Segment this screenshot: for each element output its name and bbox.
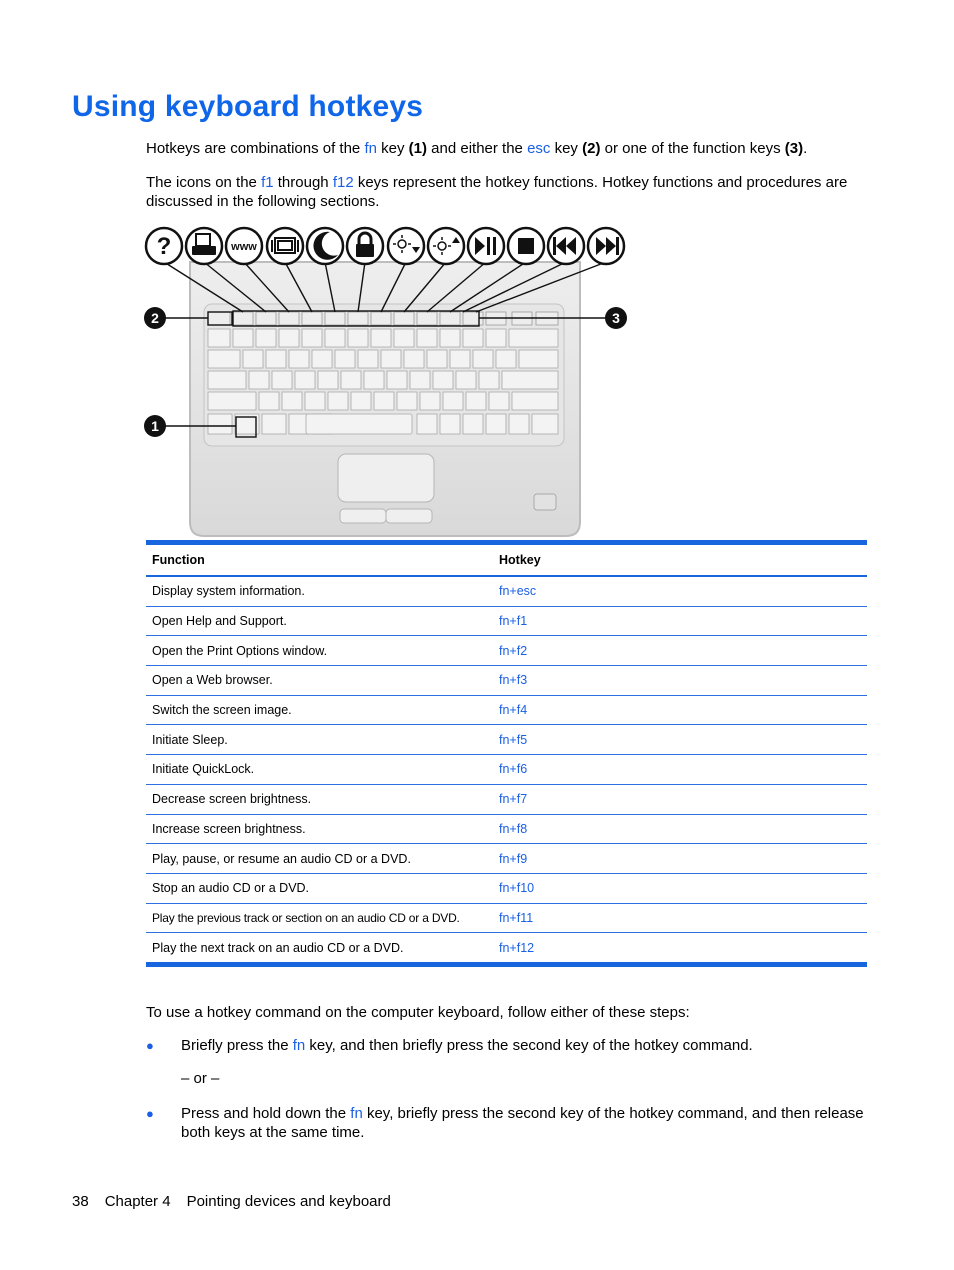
function-cell: Display system information.: [146, 576, 493, 606]
touchpad-right-button: [386, 509, 432, 523]
table-row: [146, 903, 867, 933]
www-icon: www: [231, 241, 257, 253]
fingerprint-reader: [534, 494, 556, 510]
intro-paragraph-1: Hotkeys are combinations of the fn key (1) and either the esc key (2) or one of the function keys (3).: [146, 140, 808, 157]
bullet-text-1: Briefly press the fn key, and then briefly press the second key of the hotkey command.: [181, 1037, 753, 1054]
table-row: [146, 814, 867, 844]
bullet-text-2: Press and hold down the fn key, briefly press the second key of the hotkey command, and then release both keys at the same time.: [181, 1105, 864, 1141]
hotkey-cell: fn+f11: [493, 903, 867, 933]
hotkey-cell: fn+f2: [493, 636, 867, 666]
hotkey-cell: fn+f1: [493, 606, 867, 636]
function-cell: Open the Print Options window.: [146, 636, 493, 666]
hotkey-cell: fn+f4: [493, 695, 867, 725]
hotkey-cell: fn+f7: [493, 784, 867, 814]
table-row: [146, 606, 867, 636]
function-cell: Decrease screen brightness.: [146, 784, 493, 814]
page-footer: [72, 1193, 407, 1210]
function-cell: Open a Web browser.: [146, 666, 493, 696]
bullet-icon: ●: [146, 1106, 154, 1121]
hotkey-cell: fn+f3: [493, 666, 867, 696]
intro-paragraph-2: The icons on the f1 through f12 keys represent the hotkey functions. Hotkey functions and procedures are discussed in the following sections.: [146, 174, 848, 210]
touchpad-left-button: [340, 509, 386, 523]
function-cell: Play, pause, or resume an audio CD or a DVD.: [146, 844, 493, 874]
f1-key-term: f1: [261, 174, 274, 191]
table-header-row: [146, 543, 867, 577]
table-row: [146, 695, 867, 725]
hotkey-cell: fn+f5: [493, 725, 867, 755]
table-row: [146, 636, 867, 666]
hotkey-cell: fn+f8: [493, 814, 867, 844]
hotkey-cell: fn+f12: [499, 940, 535, 955]
fn-key-term: fn: [364, 140, 377, 157]
table-row: [146, 666, 867, 696]
function-cell: Switch the screen image.: [146, 695, 493, 725]
help-icon: ?: [156, 233, 172, 260]
function-cell: Open Help and Support.: [146, 606, 493, 636]
function-cell: Stop an audio CD or a DVD.: [146, 873, 493, 903]
function-cell: Initiate QuickLock.: [146, 755, 493, 785]
callout-2-label: 2: [151, 310, 159, 326]
function-cell: Increase screen brightness.: [146, 814, 493, 844]
callout-3-badge: [605, 307, 627, 329]
steps-intro: To use a hotkey command on the computer keyboard, follow either of these steps:: [146, 1004, 690, 1021]
fn-key-term: fn: [350, 1105, 363, 1122]
bullet-icon: ●: [146, 1038, 154, 1053]
table-row: [146, 784, 867, 814]
section-label: Pointing devices and keyboard: [186, 1193, 391, 1210]
hotkey-cell: fn+f6: [493, 755, 867, 785]
f12-key-term: f12: [332, 174, 354, 191]
hotkey-cell: fn+f10: [493, 873, 867, 903]
callout-1-label: 1: [151, 418, 159, 434]
function-cell: Play the previous track or section on an audio CD or a DVD.: [146, 903, 493, 933]
table-row: [146, 844, 867, 874]
table-row: [146, 576, 867, 606]
hotkey-cell: fn+esc: [493, 576, 867, 606]
hotkey-cell: fn+f9: [493, 844, 867, 874]
hotkey-table: [146, 540, 867, 967]
page-title: Using keyboard hotkeys: [72, 90, 424, 123]
function-cell: Play the next track on an audio CD or a DVD.: [152, 940, 404, 955]
hotkey-column-header: Hotkey: [493, 543, 867, 577]
table-row: [146, 755, 867, 785]
or-separator: – or –: [181, 1070, 220, 1087]
callout-2-badge: [144, 307, 166, 329]
fn-key-term: fn: [292, 1037, 306, 1054]
chapter-label: Chapter 4: [104, 1193, 171, 1210]
function-column-header: Function: [146, 543, 493, 577]
function-cell: Initiate Sleep.: [146, 725, 493, 755]
table-row: [146, 933, 867, 965]
callout-1-badge: [144, 415, 166, 437]
touchpad: [338, 454, 434, 502]
table-row: [146, 873, 867, 903]
page-number: 38: [72, 1193, 89, 1210]
callout-3-label: 3: [612, 310, 620, 326]
table-row: [146, 725, 867, 755]
keyboard-illustration: [140, 222, 640, 540]
stop-icon: [518, 238, 534, 254]
esc-key-term: esc: [527, 140, 551, 157]
